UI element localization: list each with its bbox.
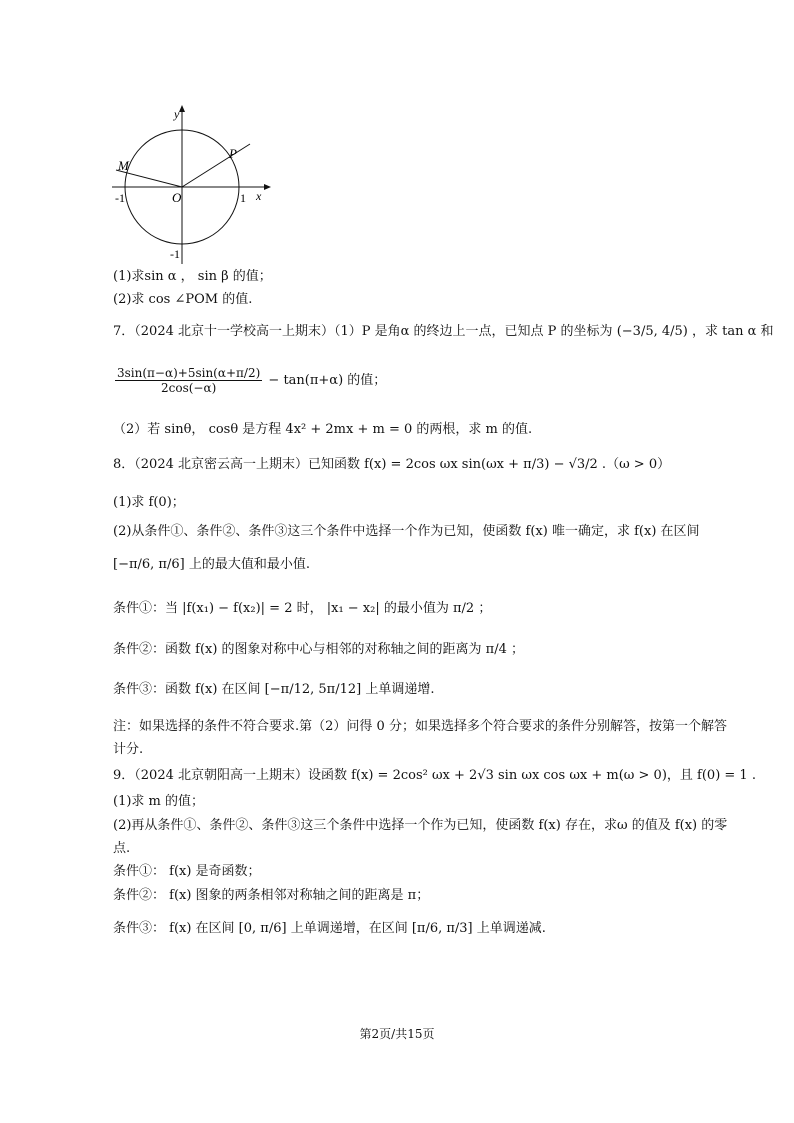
page-footer: 第2页/共15页	[359, 1027, 435, 1041]
q9-part1: (1)求 m 的值；	[113, 794, 205, 809]
q7-numerator: 3sin(π−α)+5sin(α+π/2)	[117, 366, 261, 380]
point-m-label: M	[118, 158, 129, 173]
q9-condition-3: 条件③： f(x) 在区间 [0, π/6] 上单调递增，在区间 [π/6, π/3] 上单调递减.	[113, 921, 546, 936]
q8-condition-1: 条件①：当 |f(x₁) − f(x₂)| = 2 时， |x₁ − x₂| 的最小值为 π/2 ；	[113, 601, 492, 616]
q7-part2: （2）若 sinθ， cosθ 是方程 4x² + 2mx + m = 0 的两根，求 m 的值.	[113, 422, 533, 437]
q6-part2: (2)求 cos ∠POM 的值.	[113, 292, 253, 307]
q8-condition-2: 条件②：函数 f(x) 的图象对称中心与相邻的对称轴之间的距离为 π/4 ；	[113, 642, 525, 657]
q7-stem	[113, 323, 774, 341]
q7-stem-tail: ，求 tan α 和	[692, 324, 774, 339]
q9-part2: (2)再从条件①、条件②、条件③这三个条件中选择一个作为已知，使函数 f(x) 存在，求ω 的值及 f(x) 的零	[113, 818, 728, 833]
q7-coordinate: (−3/5, 4/5)	[616, 324, 688, 339]
q8-note-line2: 计分.	[113, 742, 144, 757]
x-label: x	[256, 189, 262, 203]
q9-part2-cont: 点.	[113, 841, 131, 856]
q9-condition-2: 条件②： f(x) 图象的两条相邻对称轴之间的距离是 π；	[113, 888, 430, 903]
q8-condition-3: 条件③：函数 f(x) 在区间 [−π/12, 5π/12] 上单调递增.	[113, 682, 435, 697]
q9-stem: 9．（2024 北京朝阳高一上期末）设函数 f(x) = 2cos² ωx + 2√3 sin ωx cos ωx + m(ω > 0)，且 f(0) = 1 .	[113, 768, 756, 783]
q7-fraction	[115, 366, 262, 395]
origin-label: O	[172, 190, 182, 205]
q8-part1: (1)求 f(0)；	[113, 495, 185, 510]
ray-op	[182, 144, 250, 187]
neg-one-bottom-label: -1	[170, 247, 180, 261]
q8-part2: (2)从条件①、条件②、条件③这三个条件中选择一个作为已知，使函数 f(x) 唯一确定，求 f(x) 在区间	[113, 524, 700, 539]
q6-part1: (1)求sin α ， sin β 的值；	[113, 269, 272, 284]
point-p-label: P	[229, 146, 237, 161]
q7-stem-text: 7．（2024 北京十一学校高一上期末）（1）P 是角α 的终边上一点，已知点 P 的坐标为	[113, 324, 613, 339]
y-label: y	[174, 107, 180, 121]
neg-one-left-label: -1	[115, 191, 125, 205]
q7-expression-tail: − tan(π+α) 的值；	[268, 373, 387, 388]
q8-note-line1: 注：如果选择的条件不符合要求.第（2）问得 0 分；如果选择多个符合要求的条件分别解答，按第一个解答	[113, 719, 727, 734]
q9-condition-1: 条件①： f(x) 是奇函数；	[113, 864, 261, 879]
q8-stem: 8．（2024 北京密云高一上期末）已知函数 f(x) = 2cos ωx sin(ωx + π/3) − √3/2 .（ω > 0）	[113, 457, 671, 472]
x-axis-arrow	[264, 184, 271, 190]
one-label: 1	[240, 191, 246, 205]
q8-part2-interval: [−π/6, π/6] 上的最大值和最小值.	[113, 557, 310, 572]
q7-denominator: 2cos(−α)	[161, 381, 217, 395]
q7-expression	[113, 366, 386, 395]
unit-circle-figure	[108, 104, 278, 269]
y-axis-arrow	[179, 105, 185, 112]
